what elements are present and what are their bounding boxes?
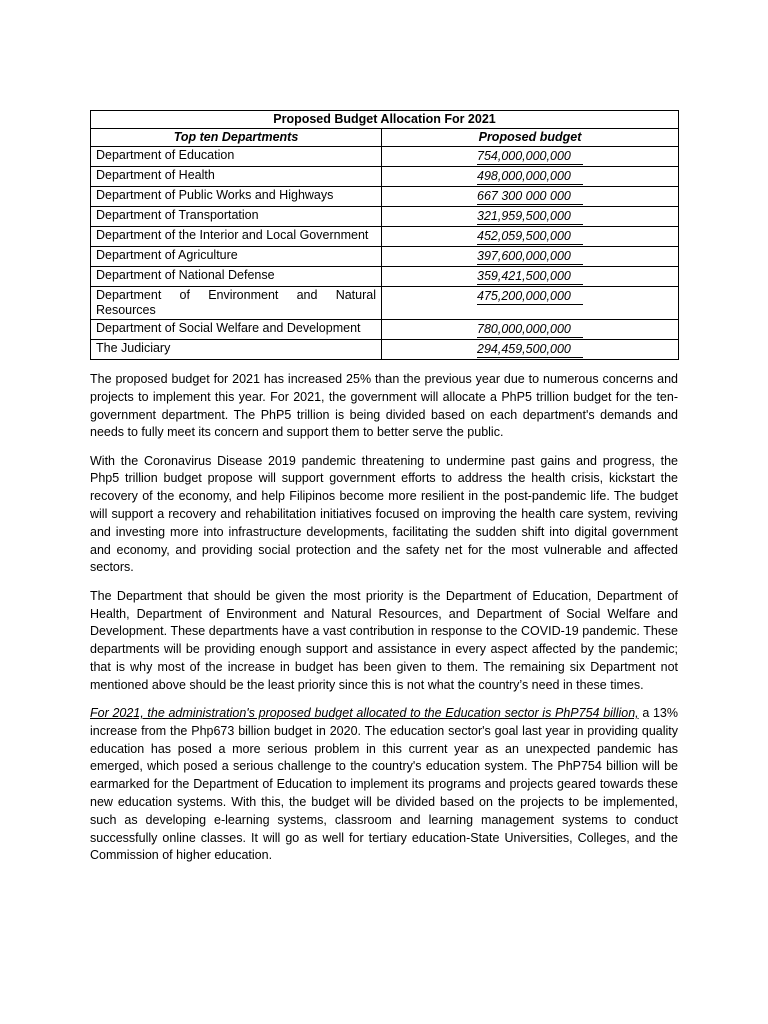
table-row [91,147,679,167]
table-row [91,267,679,287]
paragraph-priority-departments: The Department that should be given the most priority is the Department of Education, Department of Health, Department of Environment and Natural Resources, and Department of Social Welfare and Development. These departments have a vast contribution in response to the COVID-19 pandemic. These departments will be providing enough support and assistance in every aspect affected by the pandemic; that is why most of the increase in budget has been given to them. The remaining six Department not mentioned above should be the least priority since this is not what the country’s need in these times. [90,588,678,692]
paragraph-pandemic-support: With the Coronavirus Disease 2019 pandemic threatening to undermine past gains and progress, the Php5 trillion budget propose will support government efforts to address the health crisis, kickstart the recovery of the economy, and help Filipinos become more resilient in the post-pandemic life. The budget will support a recovery and rehabilitation initiatives focused on improving the health care system, reviving and investing more into infrastructure developments, facilitating the sudden shift into digital government and economy, and providing social protection and the safety net for the most vulnerable and affected sectors. [90,453,678,575]
budget-table [90,110,679,360]
budget-value: 498,000,000,000 [477,168,583,185]
budget-value: 780,000,000,000 [477,321,583,338]
education-budget-emphasis: For 2021, the administration's proposed budget allocated to the Education sector is PhP754 billion, [90,706,639,721]
department-cell: Department of Health [91,167,382,187]
table-row [91,340,679,360]
budget-cell [382,187,679,207]
table-row [91,320,679,340]
budget-cell [382,227,679,247]
budget-value: 475,200,000,000 [477,288,583,305]
department-cell: Department of Social Welfare and Development [91,320,382,340]
department-cell: Department of Education [91,147,382,167]
paragraph-education-budget [90,705,678,865]
department-cell: Department of National Defense [91,267,382,287]
budget-value: 397,600,000,000 [477,248,583,265]
budget-value: 667 300 000 000 [477,188,583,205]
table-row [91,247,679,267]
column-header-departments: Top ten Departments [91,129,382,147]
column-header-budget: Proposed budget [382,129,679,147]
table-title-row [91,111,679,129]
paragraph-budget-increase: The proposed budget for 2021 has increased 25% than the previous year due to numerous concerns and projects to implement this year. For 2021, the government will allocate a PhP5 trillion budget for the ten-government department. The PhP5 trillion is being divided based on each department's demands and needs to fully meet its concern and support them to better serve the public. [90,372,678,440]
budget-value: 452,059,500,000 [477,228,583,245]
budget-cell [382,267,679,287]
body-text [90,371,678,865]
budget-cell [382,167,679,187]
table-row [91,167,679,187]
department-cell: Department of the Interior and Local Government [91,227,382,247]
budget-cell [382,320,679,340]
budget-cell [382,207,679,227]
budget-cell [382,340,679,360]
budget-value: 321,959,500,000 [477,208,583,225]
budget-cell [382,247,679,267]
department-cell: Department of Transportation [91,207,382,227]
table-title: Proposed Budget Allocation For 2021 [91,111,679,129]
table-header-row [91,129,679,147]
document-page [90,110,678,876]
education-budget-detail: a 13% increase from the Php673 billion budget in 2020. The education sector's goal last year in providing quality education has posed a more serious problem in this current year as an unexpected pandemic has emerged, which posed a serious challenge to the country's education system. The PhP754 billion will be earmarked for the Department of Education to implement its programs and projects geared towards these new education systems. With this, the budget will be divided based on the projects to be implemented, such as developing e-learning systems, classroom and learning management systems to conduct successfully online classes. It will go as well for tertiary education-State Universities, Colleges, and the Commission of higher education. [90,706,678,863]
budget-value: 754,000,000,000 [477,148,583,165]
table-row [91,227,679,247]
table-row [91,207,679,227]
department-cell: Department of Environment and Natural Resources [91,287,382,320]
budget-cell [382,147,679,167]
budget-cell [382,287,679,320]
table-row [91,187,679,207]
budget-value: 294,459,500,000 [477,341,583,358]
budget-value: 359,421,500,000 [477,268,583,285]
department-cell: The Judiciary [91,340,382,360]
department-cell: Department of Public Works and Highways [91,187,382,207]
table-row [91,287,679,320]
department-cell: Department of Agriculture [91,247,382,267]
